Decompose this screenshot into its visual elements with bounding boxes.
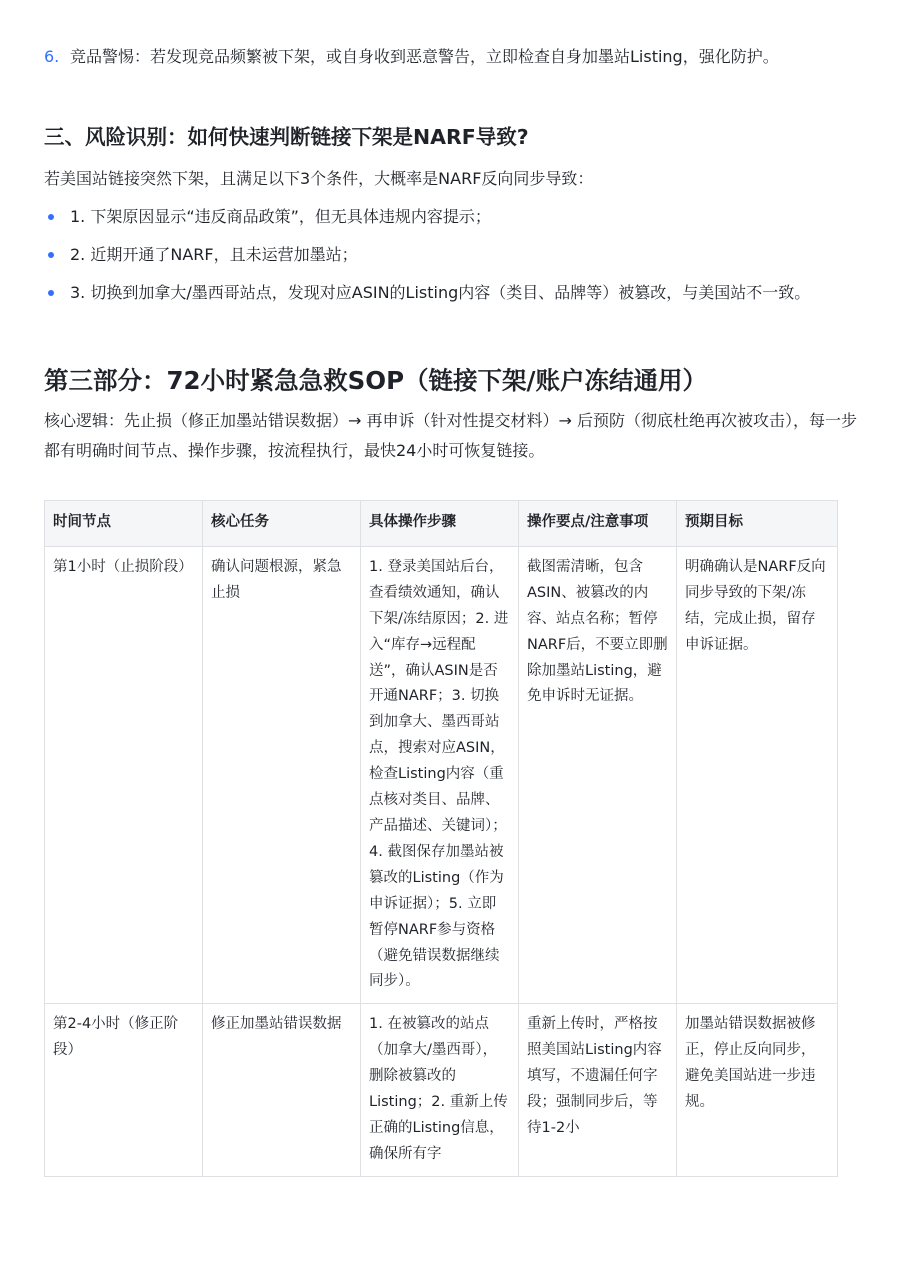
cell-notes: 截图需清晰，包含ASIN、被篡改的内容、站点名称；暂停NARF后，不要立即删除加墨站Listing，避免申诉时无证据。 — [519, 546, 677, 1003]
list-item-6 — [44, 42, 844, 71]
cell-steps: 1. 登录美国站后台，查看绩效通知，确认下架/冻结原因；2. 进入“库存→远程配送”，确认ASIN是否开通NARF；3. 切换到加拿大、墨西哥站点，搜索对应ASIN，检查Listing内容（重点核对类目、品牌、产品描述、关键词）；4. 截图保存加墨站被篡改的Listing（作为申诉证据）；5. 立即暂停NARF参与资格（避免错误数据继续同步）。 — [361, 546, 519, 1003]
bullet-item: 3. 切换到加拿大/墨西哥站点，发现对应ASIN的Listing内容（类目、品牌等）被篡改，与美国站不一致。 — [44, 278, 859, 307]
bullet-dot — [48, 290, 54, 296]
header-task: 核心任务 — [203, 501, 361, 547]
sop-table — [44, 500, 838, 1177]
cell-task: 确认问题根源，紧急止损 — [203, 546, 361, 1003]
cell-task: 修正加墨站错误数据 — [203, 1004, 361, 1176]
bullet-item: 2. 近期开通了NARF，且未运营加墨站； — [44, 240, 859, 269]
list-number: 6. — [44, 47, 60, 66]
bullet-list — [44, 202, 859, 316]
header-time: 时间节点 — [45, 501, 203, 547]
header-steps: 具体操作步骤 — [361, 501, 519, 547]
table-row — [45, 546, 838, 1003]
header-notes: 操作要点/注意事项 — [519, 501, 677, 547]
cell-notes: 重新上传时，严格按照美国站Listing内容填写，不遗漏任何字段；强制同步后，等待1-2小 — [519, 1004, 677, 1176]
cell-goal: 明确确认是NARF反向同步导致的下架/冻结，完成止损，留存申诉证据。 — [677, 546, 838, 1003]
section-heading-risk: 三、风险识别：如何快速判断链接下架是NARF导致? — [44, 125, 529, 149]
header-goal: 预期目标 — [677, 501, 838, 547]
section-intro: 若美国站链接突然下架，且满足以下3个条件，大概率是NARF反向同步导致： — [44, 169, 594, 188]
bullet-item: 1. 下架原因显示“违反商品政策”，但无具体违规内容提示； — [44, 202, 859, 231]
part-intro: 核心逻辑：先止损（修正加墨站错误数据）→ 再申诉（针对性提交材料）→ 后预防（彻底杜绝再次被攻击），每一步都有明确时间节点、操作步骤，按流程执行，最快24小时可恢复链接。 — [44, 411, 857, 460]
cell-goal: 加墨站错误数据被修正，停止反向同步，避免美国站进一步违规。 — [677, 1004, 838, 1176]
table-header-row — [45, 501, 838, 547]
cell-steps: 1. 在被篡改的站点（加拿大/墨西哥），删除被篡改的Listing；2. 重新上传正确的Listing信息，确保所有字 — [361, 1004, 519, 1176]
cell-time: 第1小时（止损阶段） — [45, 546, 203, 1003]
bullet-dot — [48, 214, 54, 220]
part-heading-sop: 第三部分：72小时紧急急救SOP（链接下架/账户冻结通用） — [44, 366, 707, 395]
list-item-text: 竞品警惕：若发现竞品频繁被下架，或自身收到恶意警告，立即检查自身加墨站Listing，强化防护。 — [70, 47, 779, 66]
table-row — [45, 1004, 838, 1176]
cell-time: 第2-4小时（修正阶段） — [45, 1004, 203, 1176]
page-bottom-margin — [0, 1228, 900, 1271]
bullet-dot — [48, 252, 54, 258]
